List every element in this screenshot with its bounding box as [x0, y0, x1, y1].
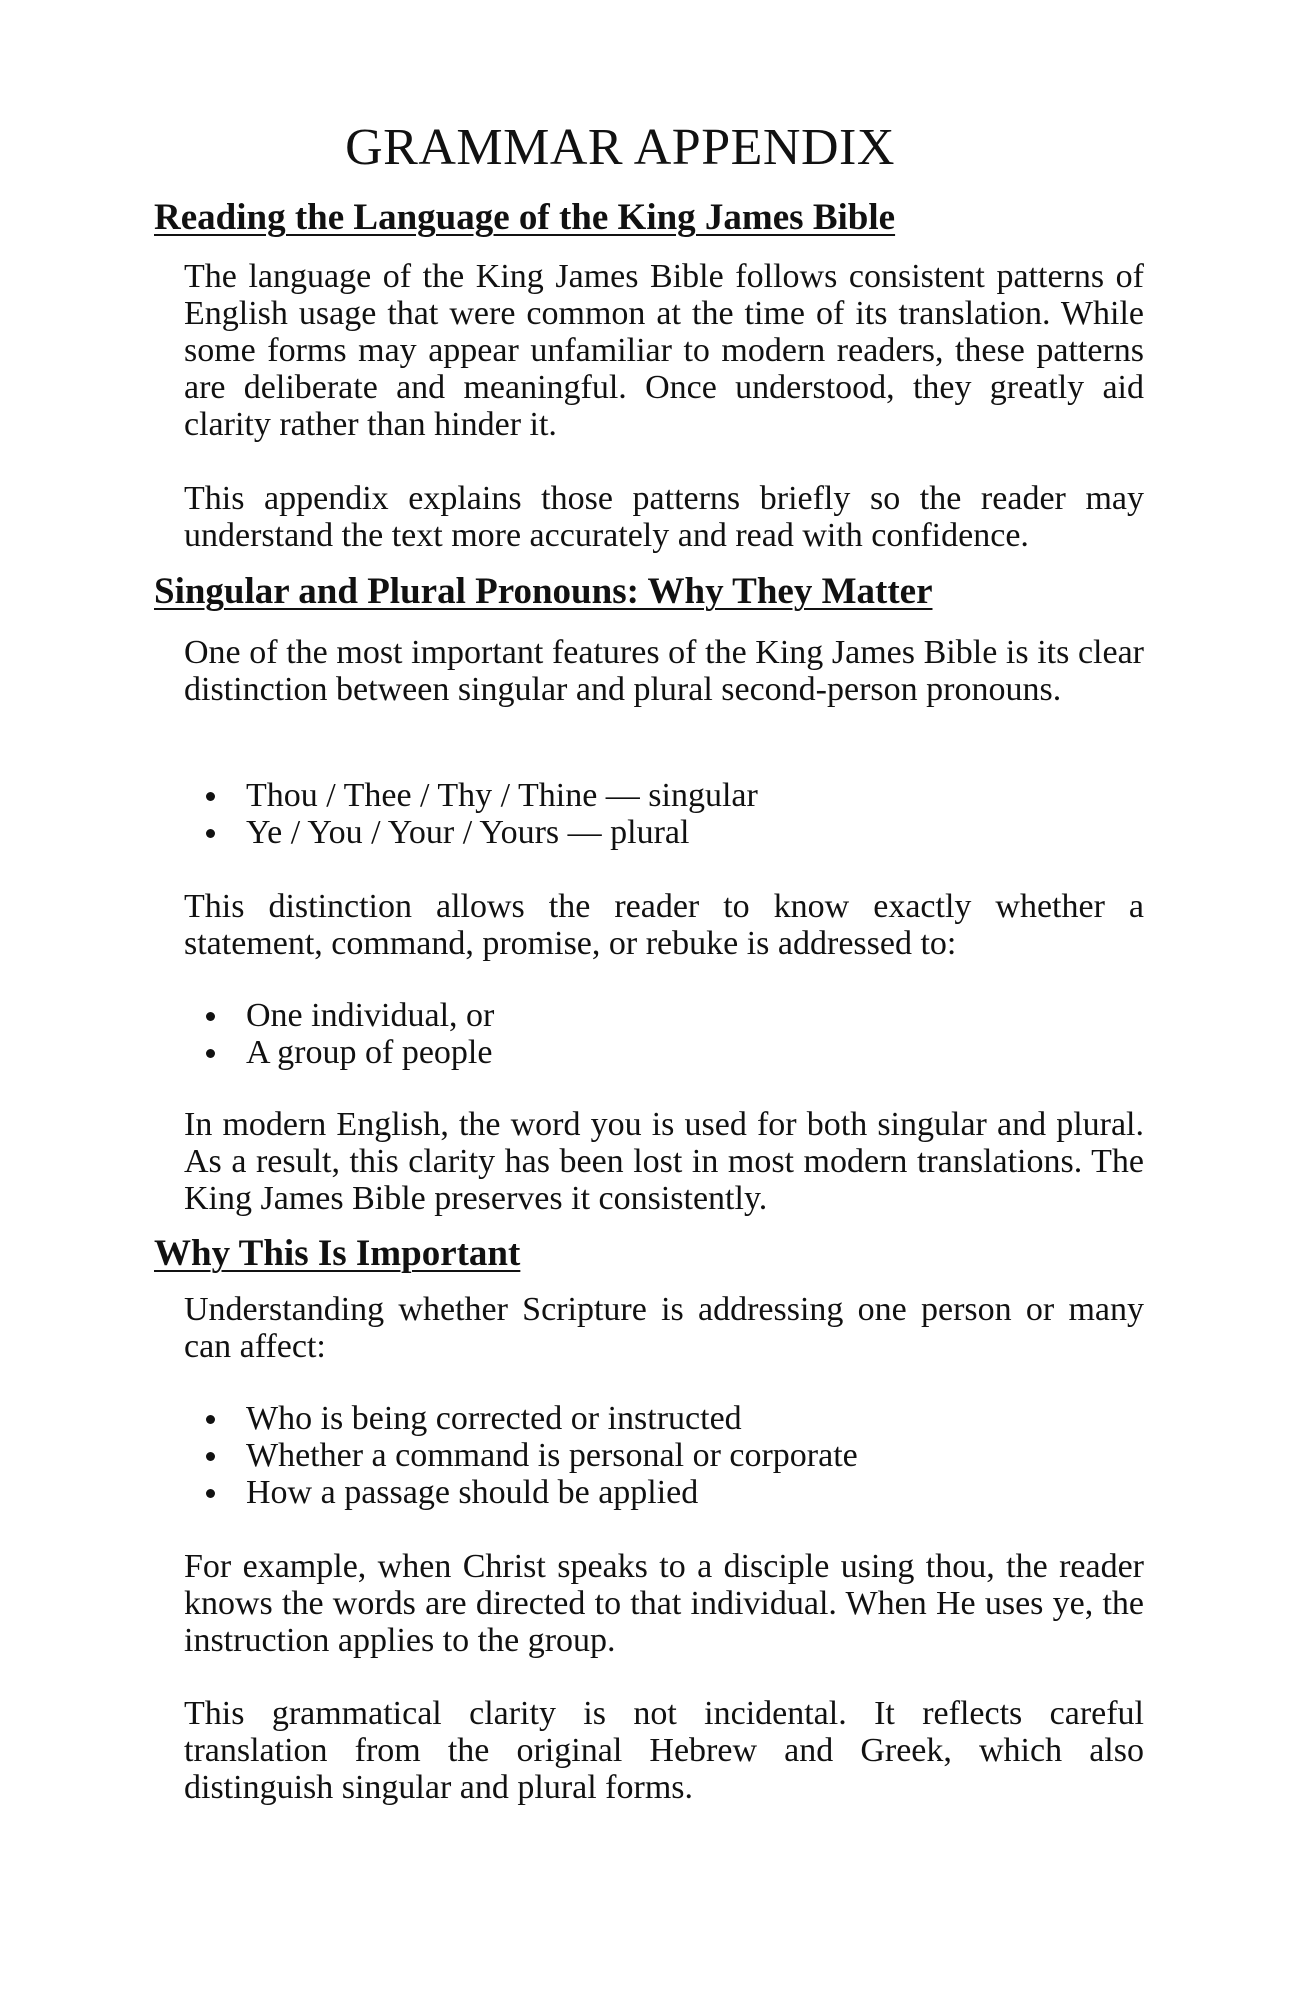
- bullet-icon: [206, 829, 215, 838]
- list-item: Whether a command is personal or corporate: [184, 1437, 1084, 1474]
- list-item: How a passage should be applied: [184, 1474, 1084, 1511]
- bullet-icon: [206, 1415, 215, 1424]
- list-item: One individual, or: [184, 997, 1084, 1034]
- section-heading-reading-language: Reading the Language of the King James Bible: [154, 197, 896, 238]
- paragraph-example: For example, when Christ speaks to a disciple using thou, the reader knows the words are directed to that individual. When He uses ye, the instruction applies to the group.: [184, 1548, 1144, 1659]
- list-item: A group of people: [184, 1034, 1084, 1071]
- paragraph-appendix-purpose: This appendix explains those patterns briefly so the reader may understand the text more accurately and read with confidence.: [184, 480, 1144, 554]
- bullet-icon: [206, 792, 215, 801]
- paragraph-distinction-allows: This distinction allows the reader to know exactly whether a statement, command, promise, or rebuke is addressed to:: [184, 888, 1144, 962]
- section-heading-importance: Why This Is Important: [154, 1233, 521, 1274]
- bullet-icon: [206, 1489, 215, 1498]
- list-item: Thou / Thee / Thy / Thine — singular: [184, 777, 1084, 814]
- bullet-icon: [206, 1452, 215, 1461]
- list-item: Ye / You / Your / Yours — plural: [184, 814, 1084, 851]
- list-item: Who is being corrected or instructed: [184, 1400, 1084, 1437]
- paragraph-pronoun-distinction: One of the most important features of the King James Bible is its clear distinction between singular and plural second-person pronouns.: [184, 634, 1144, 708]
- paragraph-intro: The language of the King James Bible follows consistent patterns of English usage that were common at the time of its translation. While some forms may appear unfamiliar to modern readers, these patterns are deliberate and meaningful. Once understood, they greatly aid clarity rather than hinder it.: [184, 258, 1144, 443]
- paragraph-modern-english: In modern English, the word you is used for both singular and plural. As a result, this clarity has been lost in most modern translations. The King James Bible preserves it consistently.: [184, 1106, 1144, 1217]
- bullet-icon: [206, 1049, 215, 1058]
- pronoun-list: [184, 777, 1084, 851]
- affect-list: [184, 1400, 1084, 1511]
- paragraph-clarity: This grammatical clarity is not incidental. It reflects careful translation from the original Hebrew and Greek, which also distinguish singular and plural forms.: [184, 1695, 1144, 1806]
- page-title: GRAMMAR APPENDIX: [345, 119, 895, 176]
- audience-list: [184, 997, 1084, 1071]
- bullet-icon: [206, 1012, 215, 1021]
- section-heading-pronouns: Singular and Plural Pronouns: Why They Matter: [154, 571, 933, 612]
- paragraph-understanding: Understanding whether Scripture is addressing one person or many can affect:: [184, 1291, 1144, 1365]
